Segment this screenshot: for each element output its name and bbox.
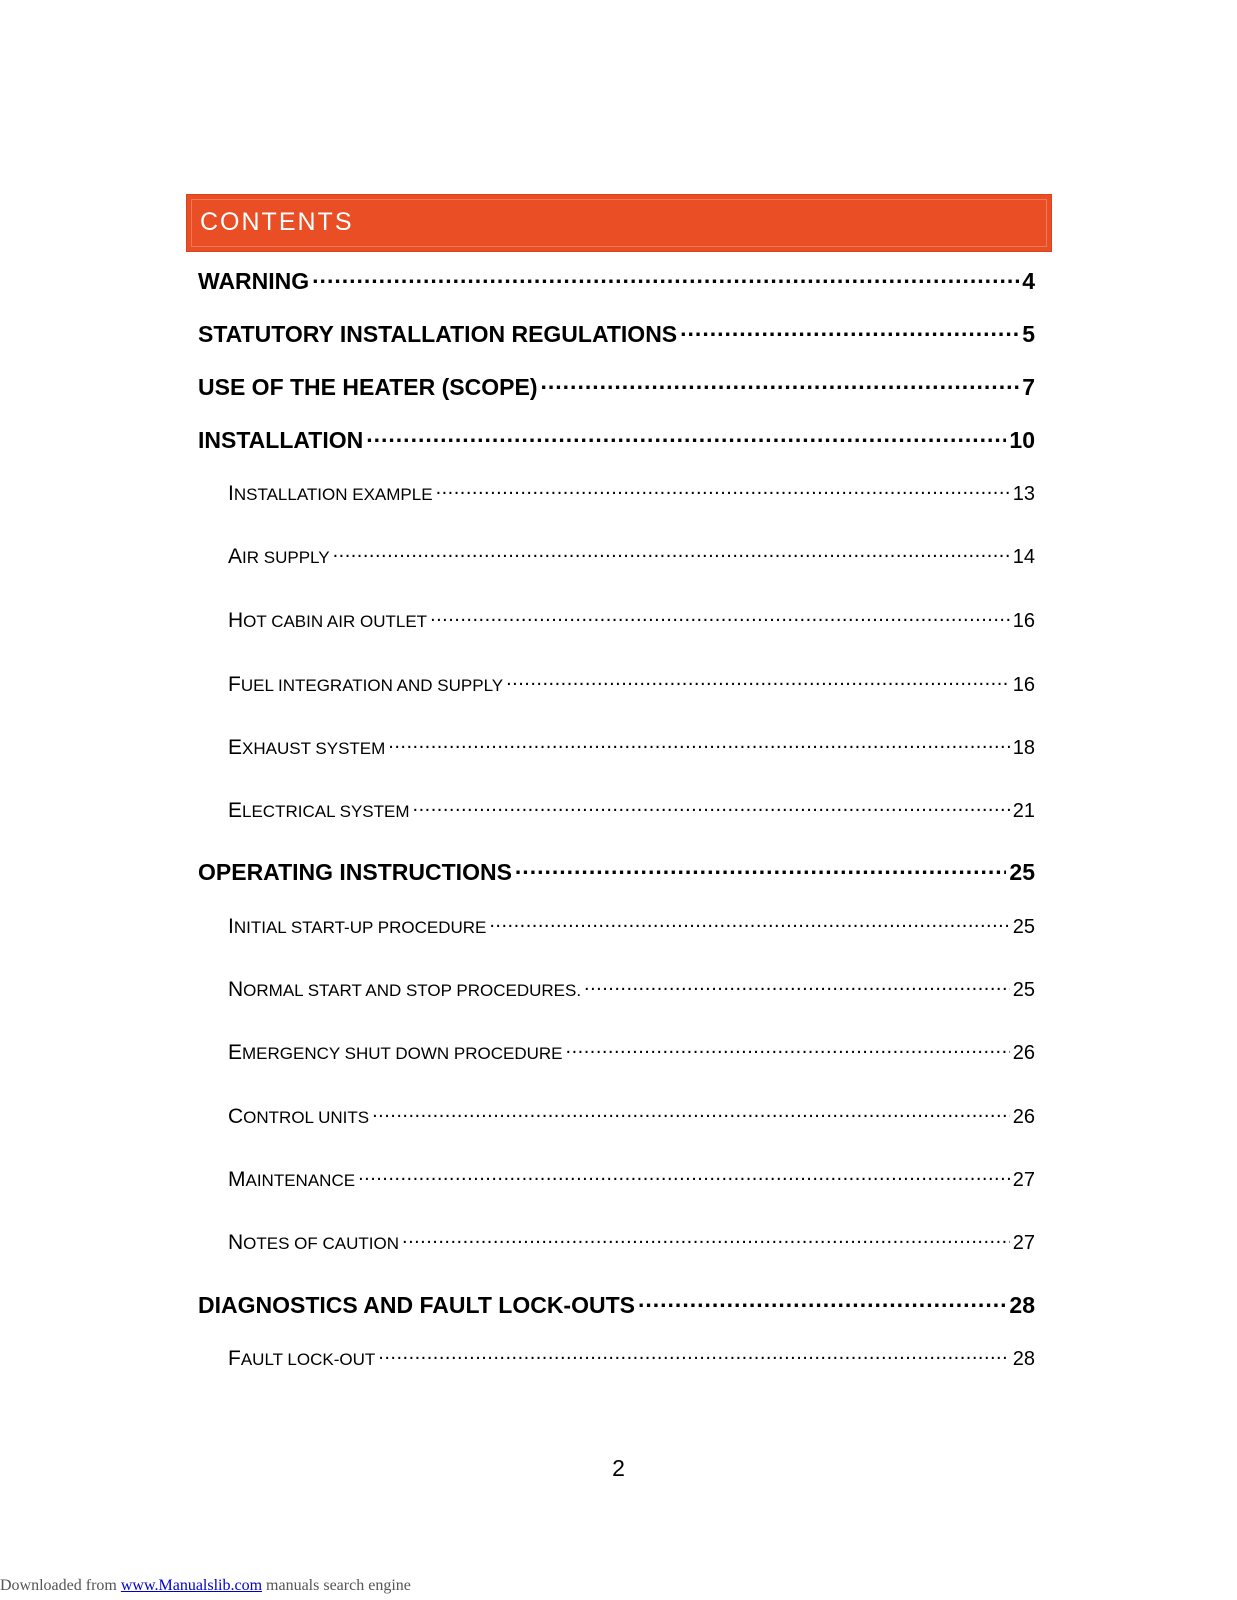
toc-entry-page: 10 — [1009, 427, 1035, 453]
toc-leader-dots — [312, 266, 1019, 289]
toc-entry-label: INSTALLATION — [198, 427, 364, 453]
toc-leader-dots — [680, 319, 1019, 342]
manualslib-link[interactable]: www.Manualslib.com — [120, 1577, 263, 1594]
toc-subentry-label: CONTROL UNITS — [228, 1105, 370, 1128]
toc-subentry-page: 25 — [1012, 979, 1035, 1001]
toc-leader-dots — [638, 1290, 1006, 1313]
toc-leader-dots — [358, 1166, 1010, 1186]
toc-entry-label: DIAGNOSTICS AND FAULT LOCK-OUTS — [198, 1292, 635, 1318]
toc-entry-installation[interactable] — [198, 425, 1035, 454]
toc-entry-label: STATUTORY INSTALLATION REGULATIONS — [198, 321, 678, 347]
toc-subentry-page: 21 — [1012, 800, 1035, 822]
toc-subentry-normal-start-stop[interactable] — [228, 976, 1035, 1002]
toc-entry-page: 5 — [1022, 321, 1035, 347]
toc-leader-dots — [541, 372, 1020, 395]
toc-subentry-fuel-integration[interactable] — [228, 671, 1035, 697]
toc-entry-page: 28 — [1009, 1292, 1035, 1318]
toc-leader-dots — [366, 425, 1006, 448]
toc-leader-dots — [388, 734, 1009, 754]
toc-subentry-exhaust-system[interactable] — [228, 734, 1035, 760]
toc-subentry-page: 18 — [1012, 737, 1035, 759]
toc-subentry-page: 14 — [1012, 546, 1035, 568]
toc-subentry-label: FAULT LOCK-OUT — [228, 1347, 376, 1370]
toc-subentry-label: FUEL INTEGRATION AND SUPPLY — [228, 673, 504, 696]
toc-subentry-label: AIR SUPPLY — [228, 545, 330, 568]
toc-entry-label: WARNING — [198, 268, 310, 294]
toc-leader-dots — [515, 857, 1006, 880]
toc-subentry-label: INITIAL START-UP PROCEDURE — [228, 915, 487, 938]
toc-leader-dots — [402, 1229, 1010, 1249]
toc-subentry-page: 27 — [1012, 1232, 1035, 1254]
toc-subentry-maintenance[interactable] — [228, 1166, 1035, 1192]
toc-entry-page: 7 — [1022, 374, 1035, 400]
toc-subentry-installation-example[interactable] — [228, 480, 1035, 506]
toc-subentry-control-units[interactable] — [228, 1103, 1035, 1129]
toc-subentry-label: EXHAUST SYSTEM — [228, 736, 386, 759]
toc-subentry-label: EMERGENCY SHUT DOWN PROCEDURE — [228, 1041, 563, 1064]
toc-entry-statutory-regulations[interactable] — [198, 319, 1035, 348]
toc-subentry-electrical-system[interactable] — [228, 797, 1035, 823]
toc-subentry-air-supply[interactable] — [228, 543, 1035, 569]
contents-title: CONTENTS — [200, 208, 354, 236]
toc-subentry-label: NORMAL START AND STOP PROCEDURES. — [228, 978, 582, 1001]
toc-subentry-page: 25 — [1012, 916, 1035, 938]
toc-subentry-page: 27 — [1012, 1169, 1035, 1191]
toc-entry-diagnostics[interactable] — [198, 1290, 1035, 1319]
toc-subentry-notes-of-caution[interactable] — [228, 1229, 1035, 1255]
toc-leader-dots — [584, 976, 1010, 996]
toc-leader-dots — [506, 671, 1010, 691]
toc-subentry-page: 26 — [1012, 1042, 1035, 1064]
toc-subentry-page: 26 — [1012, 1106, 1035, 1128]
toc-leader-dots — [430, 607, 1010, 627]
toc-leader-dots — [378, 1345, 1009, 1365]
toc-subentry-label: NOTES OF CAUTION — [228, 1231, 400, 1254]
toc-leader-dots — [566, 1039, 1010, 1059]
toc-entry-use-of-heater[interactable] — [198, 372, 1035, 401]
toc-entry-operating-instructions[interactable] — [198, 857, 1035, 886]
toc-leader-dots — [413, 797, 1010, 817]
toc-subentry-fault-lockout[interactable] — [228, 1345, 1035, 1371]
toc-entry-warning[interactable] — [198, 266, 1035, 295]
toc-entry-label: USE OF THE HEATER (SCOPE) — [198, 374, 538, 400]
toc-leader-dots — [489, 913, 1009, 933]
toc-entry-page: 4 — [1022, 268, 1035, 294]
toc-subentry-hot-cabin-air-outlet[interactable] — [228, 607, 1035, 633]
toc-subentry-label: INSTALLATION EXAMPLE — [228, 482, 433, 505]
toc-leader-dots — [436, 480, 1010, 500]
toc-subentry-initial-startup[interactable] — [228, 913, 1035, 939]
toc-subentry-page: 16 — [1012, 610, 1035, 632]
toc-leader-dots — [372, 1103, 1010, 1123]
footer-suffix: manuals search engine — [262, 1577, 411, 1594]
toc-subentry-emergency-shutdown[interactable] — [228, 1039, 1035, 1065]
toc-entry-label: OPERATING INSTRUCTIONS — [198, 859, 512, 885]
download-footer — [0, 1577, 411, 1595]
toc-subentry-label: MAINTENANCE — [228, 1168, 356, 1191]
toc-subentry-page: 28 — [1012, 1348, 1035, 1370]
toc-subentry-page: 13 — [1012, 483, 1035, 505]
toc-subentry-page: 16 — [1012, 674, 1035, 696]
toc-entry-page: 25 — [1009, 859, 1035, 885]
page-number: 2 — [612, 1455, 625, 1481]
toc-leader-dots — [333, 543, 1010, 563]
toc-subentry-label: ELECTRICAL SYSTEM — [228, 799, 410, 822]
footer-prefix: Downloaded from — [0, 1577, 121, 1594]
toc-subentry-label: HOT CABIN AIR OUTLET — [228, 609, 428, 632]
